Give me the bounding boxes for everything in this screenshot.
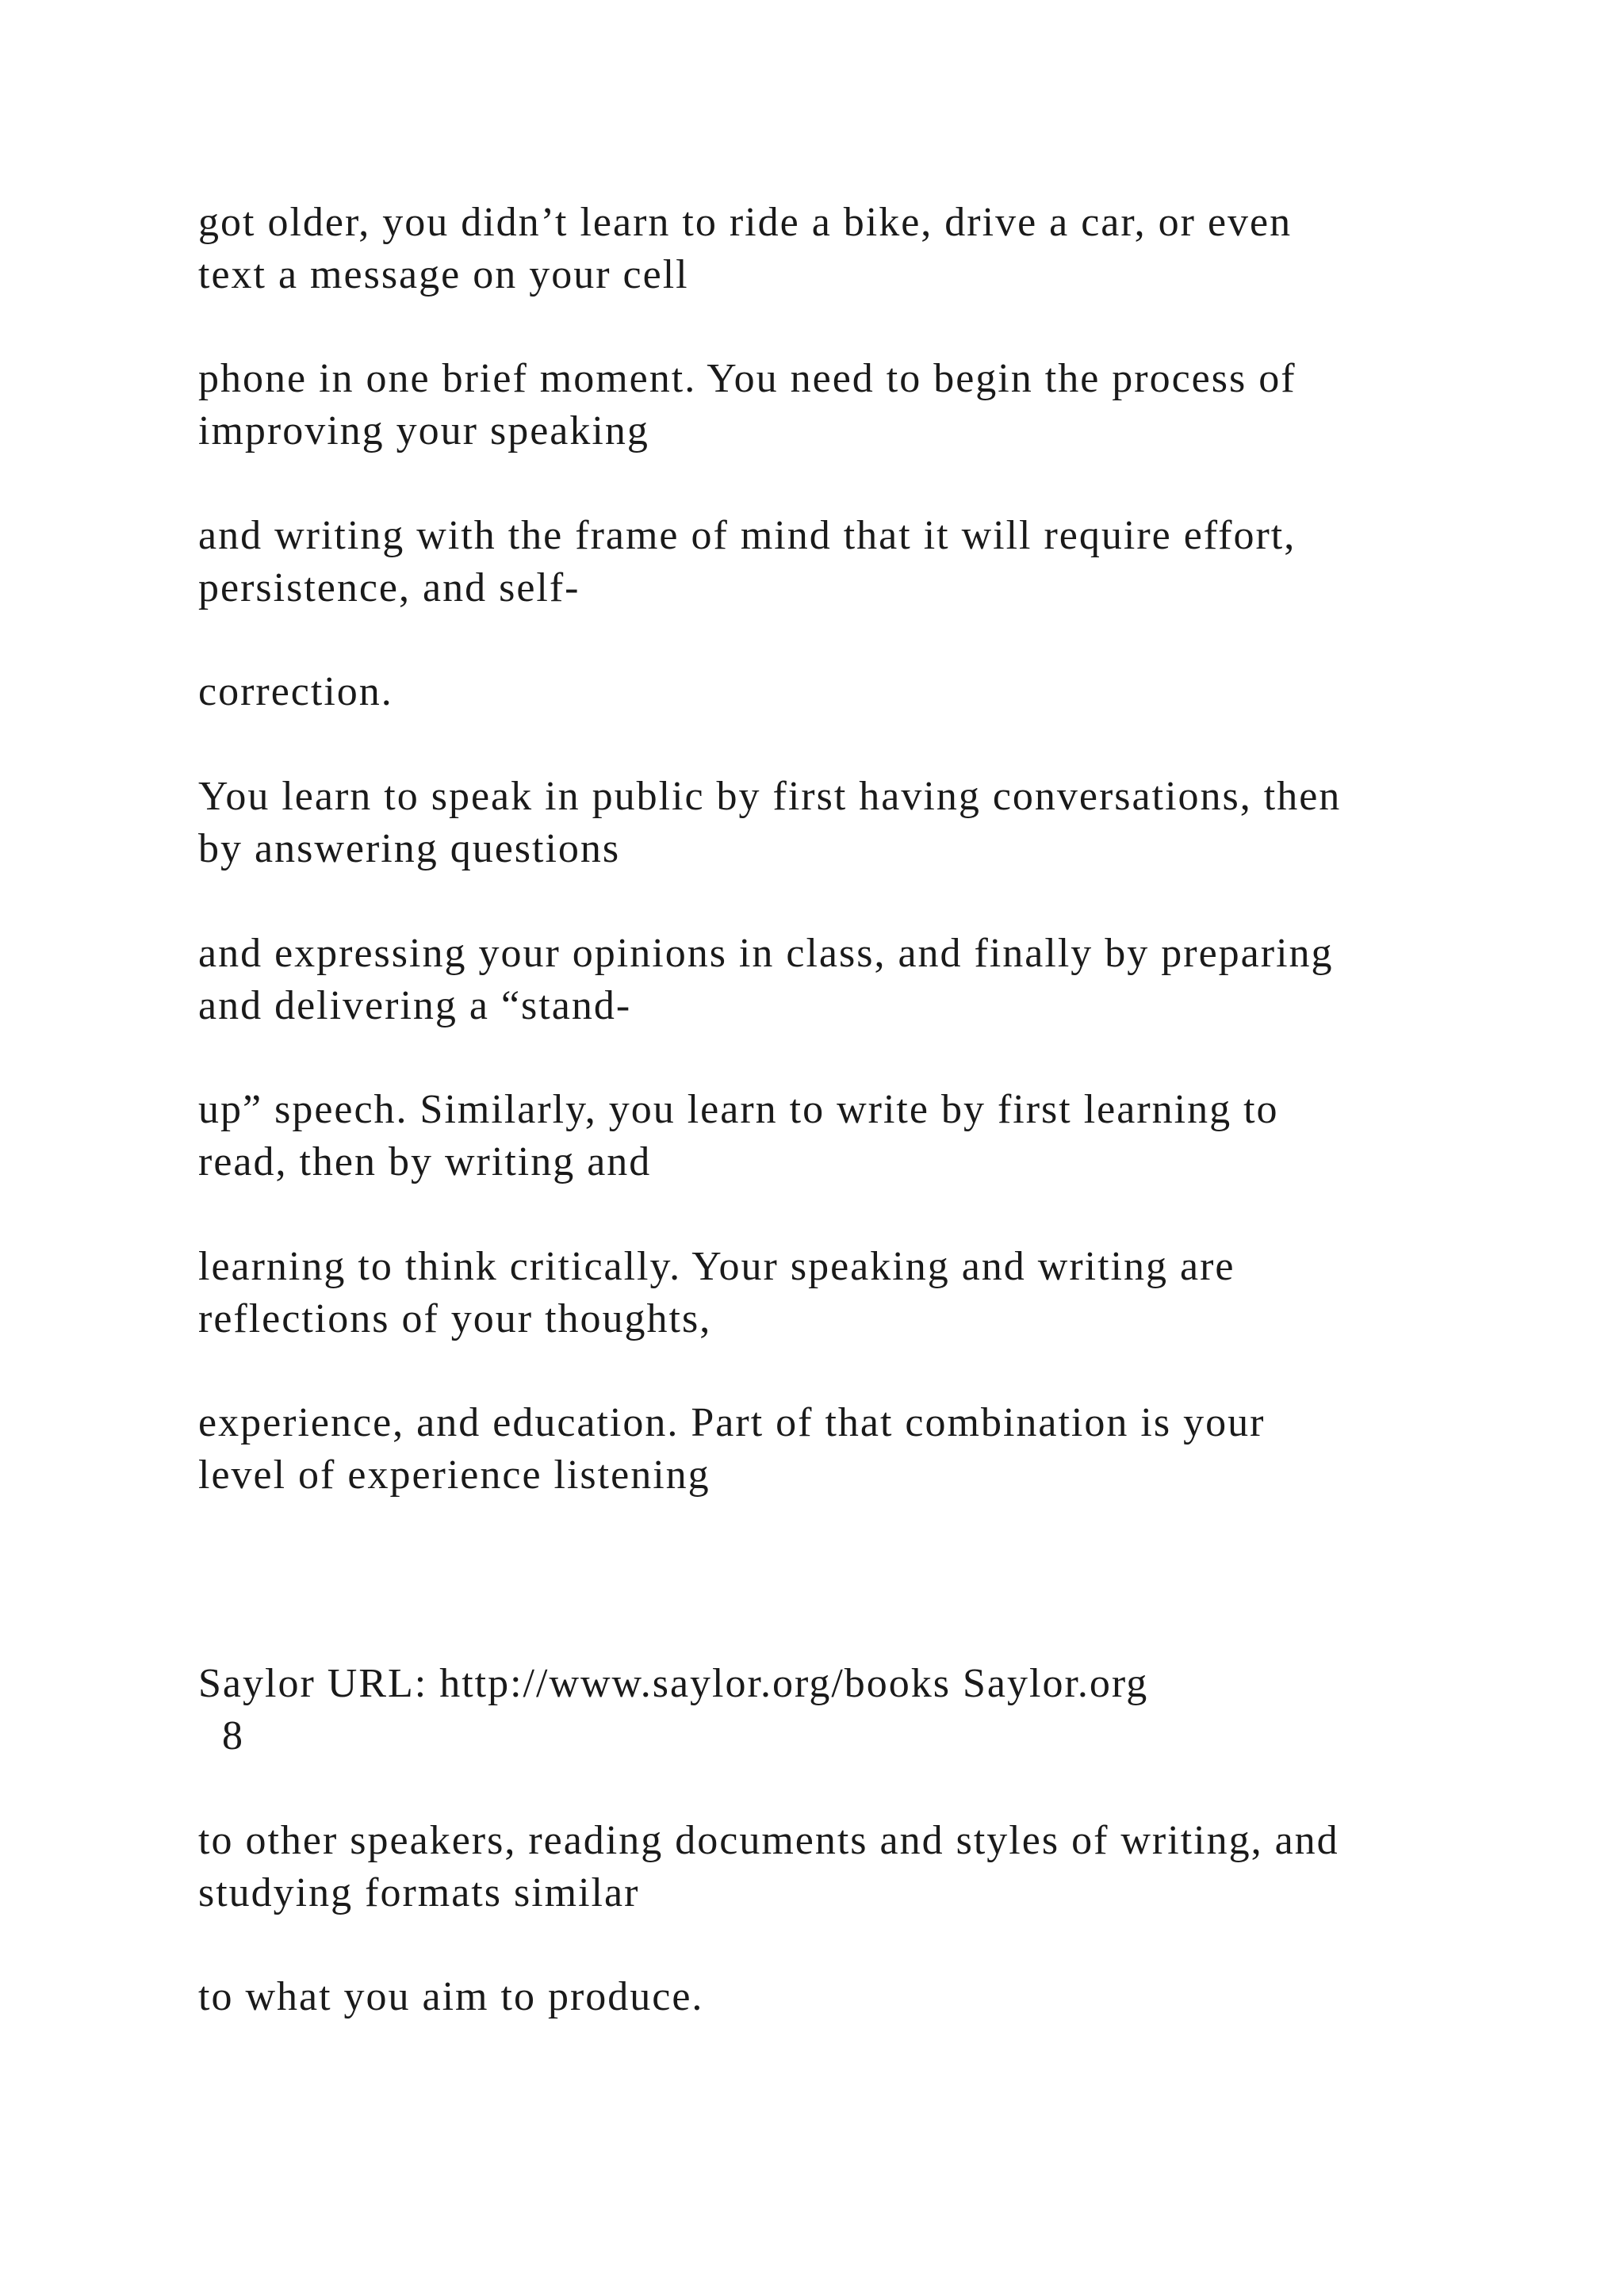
text-line: up” speech. Similarly, you learn to write by first learning to <box>198 1087 1279 1132</box>
text-line: level of experience listening <box>198 1452 710 1498</box>
paragraph-7 <box>198 1084 1279 1188</box>
text-line: and expressing your opinions in class, and finally by preparing <box>198 931 1334 976</box>
paragraph-11 <box>198 1971 703 2023</box>
paragraph-1 <box>198 197 1292 301</box>
page-number: 8 <box>222 1713 244 1758</box>
text-line: got older, you didn’t learn to ride a bike, drive a car, or even <box>198 200 1293 245</box>
text-line: and delivering a “stand- <box>198 983 632 1028</box>
text-line: experience, and education. Part of that combination is your <box>198 1400 1266 1445</box>
text-line: studying formats similar <box>198 1870 640 1915</box>
text-line: persistence, and self- <box>198 565 580 610</box>
paragraph-4 <box>198 666 393 718</box>
text-line: reflections of your thoughts, <box>198 1296 712 1341</box>
paragraph-5 <box>198 771 1341 875</box>
paragraph-8 <box>198 1241 1235 1345</box>
paragraph-9 <box>198 1397 1265 1502</box>
text-line: learning to think critically. Your speaking and writing are <box>198 1244 1235 1289</box>
paragraph-10 <box>198 1815 1339 1919</box>
text-line: by answering questions <box>198 826 621 871</box>
text-line: to other speakers, reading documents and styles of writing, and <box>198 1818 1339 1863</box>
text-line: text a message on your cell <box>198 252 689 297</box>
page-footer <box>198 1658 1148 1762</box>
text-line: improving your speaking <box>198 408 649 453</box>
text-line: You learn to speak in public by first having conversations, then <box>198 774 1342 819</box>
paragraph-3 <box>198 510 1296 614</box>
text-line: read, then by writing and <box>198 1139 652 1184</box>
paragraph-2 <box>198 353 1297 457</box>
text-line: correction. <box>198 669 393 714</box>
text-line: to what you aim to produce. <box>198 1974 704 2019</box>
text-line: and writing with the frame of mind that it will require effort, <box>198 513 1297 558</box>
text-line: phone in one brief moment. You need to begin the process of <box>198 356 1297 401</box>
paragraph-6 <box>198 928 1334 1032</box>
footer-source: Saylor URL: http://www.saylor.org/books Saylor.org <box>198 1661 1149 1706</box>
